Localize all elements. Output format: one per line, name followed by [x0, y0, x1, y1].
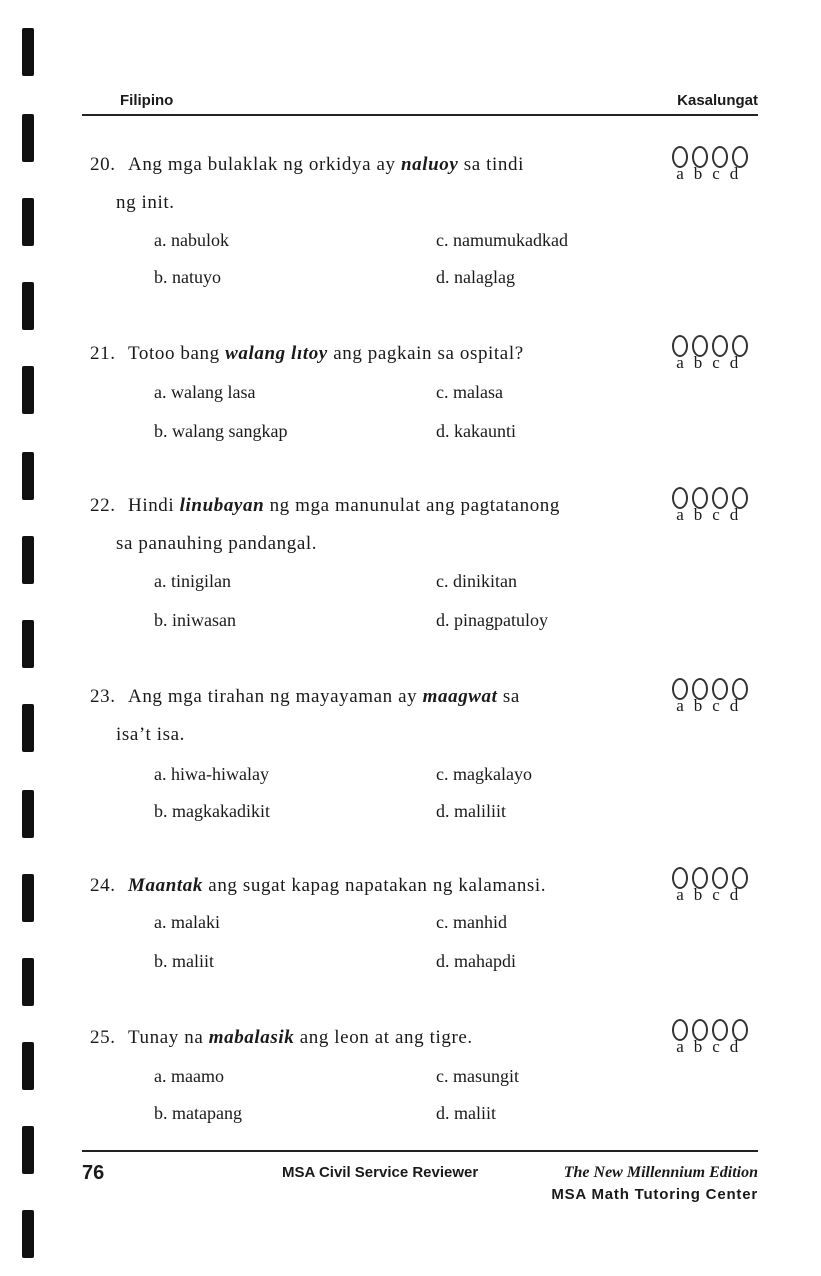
- header-section: Kasalungat: [677, 92, 758, 109]
- bubble-letter: b: [693, 885, 703, 904]
- question-keyword: maagwat: [422, 686, 498, 707]
- binding-hole: [22, 958, 34, 1006]
- page-header: [82, 92, 758, 116]
- bubble-letter: b: [693, 1037, 703, 1056]
- question-keyword: mabalasik: [208, 1027, 295, 1048]
- option-d: d. kakaunti: [436, 421, 516, 441]
- question-stem: [90, 1019, 650, 1057]
- bubble-letter: d: [729, 885, 739, 904]
- binding-hole: [22, 366, 34, 414]
- option-b: b. matapang: [154, 1103, 242, 1123]
- option-b: b. maliit: [154, 951, 214, 971]
- stem-text: ang pagkain sa ospital?: [327, 343, 524, 364]
- option-a: a. walang lasa: [154, 382, 256, 402]
- option-a: a. maamo: [154, 1066, 224, 1086]
- option-b: b. walang sangkap: [154, 421, 288, 441]
- stem-text: ng mga manunulat ang pagtatanong: [264, 495, 560, 516]
- binding-hole: [22, 874, 34, 922]
- stem-text: Ang mga tirahan ng mayayaman ay: [128, 686, 423, 707]
- stem-text: ang sugat kapag napatakan ng kalamansi.: [202, 875, 547, 896]
- option-a: a. tinigilan: [154, 571, 231, 591]
- answer-bubbles: [672, 678, 762, 716]
- bubble-letter: a: [676, 885, 684, 904]
- question-number: 24.: [90, 875, 116, 896]
- binding-hole: [22, 704, 34, 752]
- stem-continuation: isa’t isa.: [116, 724, 185, 745]
- option-d: d. mahapdi: [436, 951, 516, 971]
- question-stem: [90, 487, 650, 563]
- binding-hole: [22, 620, 34, 668]
- question-keyword: linubayan: [179, 495, 265, 516]
- binding-hole: [22, 452, 34, 500]
- bubble-letter: a: [676, 353, 684, 372]
- publication-title: MSA Civil Service Reviewer: [282, 1164, 479, 1181]
- binding-hole: [22, 28, 34, 76]
- option-b: b. magkakadikit: [154, 801, 270, 821]
- question-stem: [90, 335, 650, 373]
- binding-hole: [22, 282, 34, 330]
- stem-text: sa: [497, 686, 520, 707]
- header-rule: [82, 114, 758, 116]
- bubble-letter: d: [729, 505, 739, 524]
- question-number: 20.: [90, 154, 116, 175]
- question-stem: [90, 867, 650, 905]
- bubble-letter: a: [676, 1037, 684, 1056]
- stem-continuation: ng init.: [116, 192, 175, 213]
- option-c: c. masungit: [436, 1066, 519, 1086]
- stem-text: Hindi: [128, 495, 180, 516]
- question-keyword: Maantak: [128, 875, 203, 896]
- bubble-letter: c: [712, 885, 720, 904]
- answer-bubbles: [672, 1019, 762, 1057]
- binding-hole: [22, 1210, 34, 1258]
- bubble-letter: c: [712, 505, 720, 524]
- bubble-letter: d: [729, 353, 739, 372]
- bubble-letter: a: [676, 505, 684, 524]
- option-c: c. namumukadkad: [436, 230, 568, 250]
- option-a: a. hiwa-hiwalay: [154, 764, 269, 784]
- question-keyword: naluoy: [400, 154, 459, 175]
- binding-hole: [22, 1126, 34, 1174]
- answer-bubbles: [672, 487, 762, 525]
- footer-rule: [82, 1150, 758, 1152]
- page-number: 76: [82, 1162, 105, 1184]
- question-keyword: walang lıtoy: [225, 343, 328, 364]
- option-c: c. manhid: [436, 912, 507, 932]
- question-number: 23.: [90, 686, 116, 707]
- option-a: a. nabulok: [154, 230, 229, 250]
- bubble-letter: b: [693, 505, 703, 524]
- bubble-letter: c: [712, 696, 720, 715]
- option-d: d. nalaglag: [436, 267, 515, 287]
- stem-text: Ang mga bulaklak ng orkidya ay: [128, 154, 401, 175]
- option-d: d. maliliit: [436, 801, 506, 821]
- bubble-letter: d: [729, 164, 739, 183]
- answer-bubbles: [672, 335, 762, 373]
- stem-text: sa tindi: [458, 154, 524, 175]
- binding-hole: [22, 198, 34, 246]
- bubble-letter: c: [712, 164, 720, 183]
- header-subject: Filipino: [120, 92, 174, 109]
- option-b: b. natuyo: [154, 267, 221, 287]
- bubble-letter: a: [676, 696, 684, 715]
- tutoring-center: MSA Math Tutoring Center: [551, 1186, 758, 1203]
- bubble-letter: b: [693, 353, 703, 372]
- bubble-letter: b: [693, 696, 703, 715]
- question-number: 25.: [90, 1027, 116, 1048]
- spiral-binding: [0, 0, 40, 1276]
- stem-text: Tunay na: [128, 1027, 209, 1048]
- page-footer: [82, 1150, 758, 1203]
- bubble-letter: d: [729, 1037, 739, 1056]
- question-stem: [90, 146, 650, 222]
- answer-bubbles: [672, 146, 762, 184]
- option-d: d. maliit: [436, 1103, 496, 1123]
- question-number: 21.: [90, 343, 116, 364]
- stem-continuation: sa panauhing pandangal.: [116, 533, 318, 554]
- option-c: c. dinikitan: [436, 571, 517, 591]
- question-number: 22.: [90, 495, 116, 516]
- option-d: d. pinagpatuloy: [436, 610, 548, 630]
- bubble-letter: c: [712, 353, 720, 372]
- binding-hole: [22, 790, 34, 838]
- option-c: c. magkalayo: [436, 764, 532, 784]
- bubble-letter: c: [712, 1037, 720, 1056]
- binding-hole: [22, 1042, 34, 1090]
- option-c: c. malasa: [436, 382, 503, 402]
- stem-text: ang leon at ang tigre.: [294, 1027, 473, 1048]
- bubble-letter: d: [729, 696, 739, 715]
- binding-hole: [22, 114, 34, 162]
- option-b: b. iniwasan: [154, 610, 236, 630]
- bubble-letter: a: [676, 164, 684, 183]
- bubble-letter: b: [693, 164, 703, 183]
- edition-title: The New Millennium Edition: [563, 1164, 758, 1181]
- answer-bubbles: [672, 867, 762, 905]
- binding-hole: [22, 536, 34, 584]
- stem-text: Totoo bang: [128, 343, 226, 364]
- question-stem: [90, 678, 650, 754]
- option-a: a. malaki: [154, 912, 220, 932]
